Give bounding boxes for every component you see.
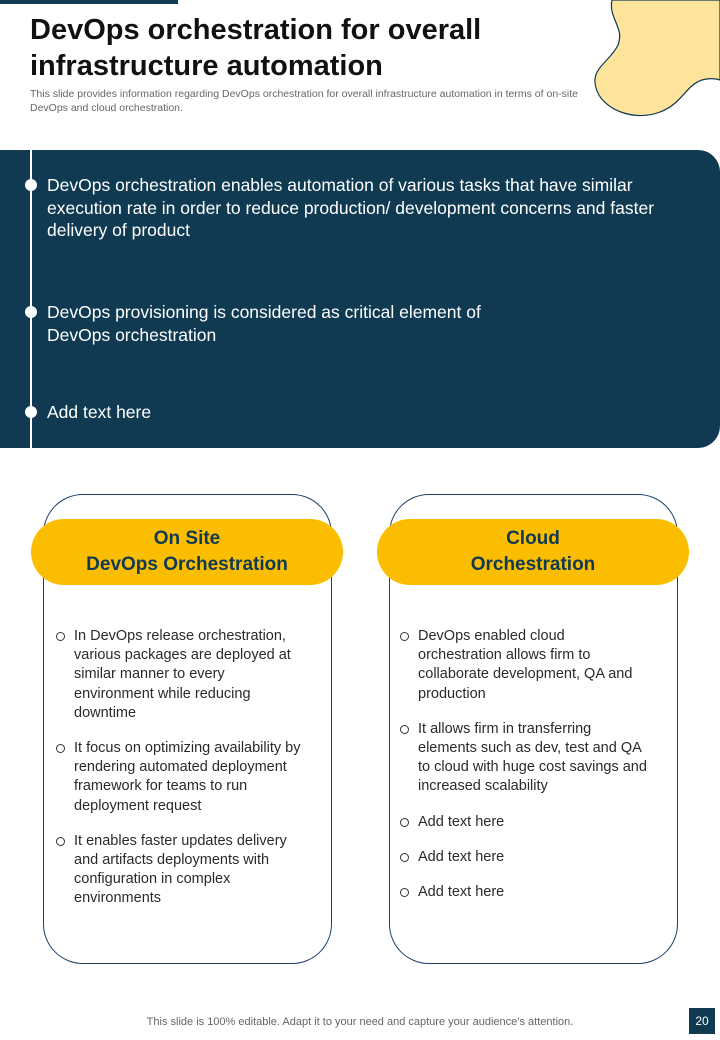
onsite-heading: On Site DevOps Orchestration bbox=[86, 528, 288, 575]
list-item bbox=[400, 848, 650, 867]
circle-bullet-icon bbox=[400, 725, 409, 734]
list-item-text: In DevOps release orchestration, various packages are deployed at similar manner to every environment while reducing downtime bbox=[74, 628, 291, 721]
list-item-text: DevOps enabled cloud orchestration allows firm to collaborate development, QA and production bbox=[418, 628, 633, 702]
circle-bullet-icon bbox=[400, 853, 409, 862]
list-item-text: It enables faster updates delivery and artifacts deployments with configuration in complex environments bbox=[74, 832, 287, 907]
timeline-line bbox=[30, 150, 32, 448]
list-item-text: Add text here bbox=[418, 884, 505, 901]
panel-bullet-3: Add text here bbox=[47, 402, 152, 422]
circle-bullet-icon bbox=[400, 888, 409, 897]
list-item bbox=[400, 720, 650, 797]
onsite-heading-pill bbox=[31, 519, 343, 585]
list-item-text: It allows firm in transferring elements such as dev, test and QA to cloud with huge cost savings and increased scalability bbox=[418, 720, 647, 795]
bullet-dot bbox=[25, 306, 37, 318]
top-accent-bar bbox=[0, 0, 178, 4]
cloud-heading-pill bbox=[377, 519, 689, 585]
page-title: DevOps orchestration for overall infrastructure automation bbox=[30, 14, 482, 82]
circle-bullet-icon bbox=[400, 818, 409, 827]
list-item bbox=[400, 627, 650, 704]
page-subtitle: This slide provides information regarding DevOps orchestration for overall infrastructure automation in terms of on-site DevOps and cloud orchestration. bbox=[30, 88, 578, 114]
page-number: 20 bbox=[689, 1008, 715, 1034]
list-item-text: Add text here bbox=[418, 813, 505, 830]
list-item bbox=[400, 883, 650, 902]
list-item-text: Add text here bbox=[418, 848, 505, 865]
list-item bbox=[400, 813, 650, 832]
circle-bullet-icon bbox=[56, 632, 65, 641]
circle-bullet-icon bbox=[56, 744, 65, 753]
panel-bullet-2: DevOps provisioning is considered as critical element of DevOps orchestration bbox=[47, 302, 481, 345]
list-item bbox=[56, 739, 306, 816]
bullet-dot bbox=[25, 406, 37, 418]
footer-note: This slide is 100% editable. Adapt it to your need and capture your audience’s attention. bbox=[146, 1016, 574, 1028]
cloud-list bbox=[400, 627, 650, 918]
onsite-list bbox=[56, 627, 306, 925]
list-item bbox=[56, 627, 306, 723]
cloud-heading: Cloud Orchestration bbox=[470, 528, 596, 575]
panel-bullet-1: DevOps orchestration enables automation of various tasks that have similar execution rate in order to reduce production/ development concerns and faster delivery of product bbox=[47, 175, 655, 240]
circle-bullet-icon bbox=[56, 837, 65, 846]
list-item bbox=[56, 832, 306, 909]
bullet-dot bbox=[25, 179, 37, 191]
decorative-blob bbox=[590, 0, 720, 125]
circle-bullet-icon bbox=[400, 632, 409, 641]
list-item-text: It focus on optimizing availability by rendering automated deployment framework for teams to run deployment request bbox=[74, 740, 301, 814]
